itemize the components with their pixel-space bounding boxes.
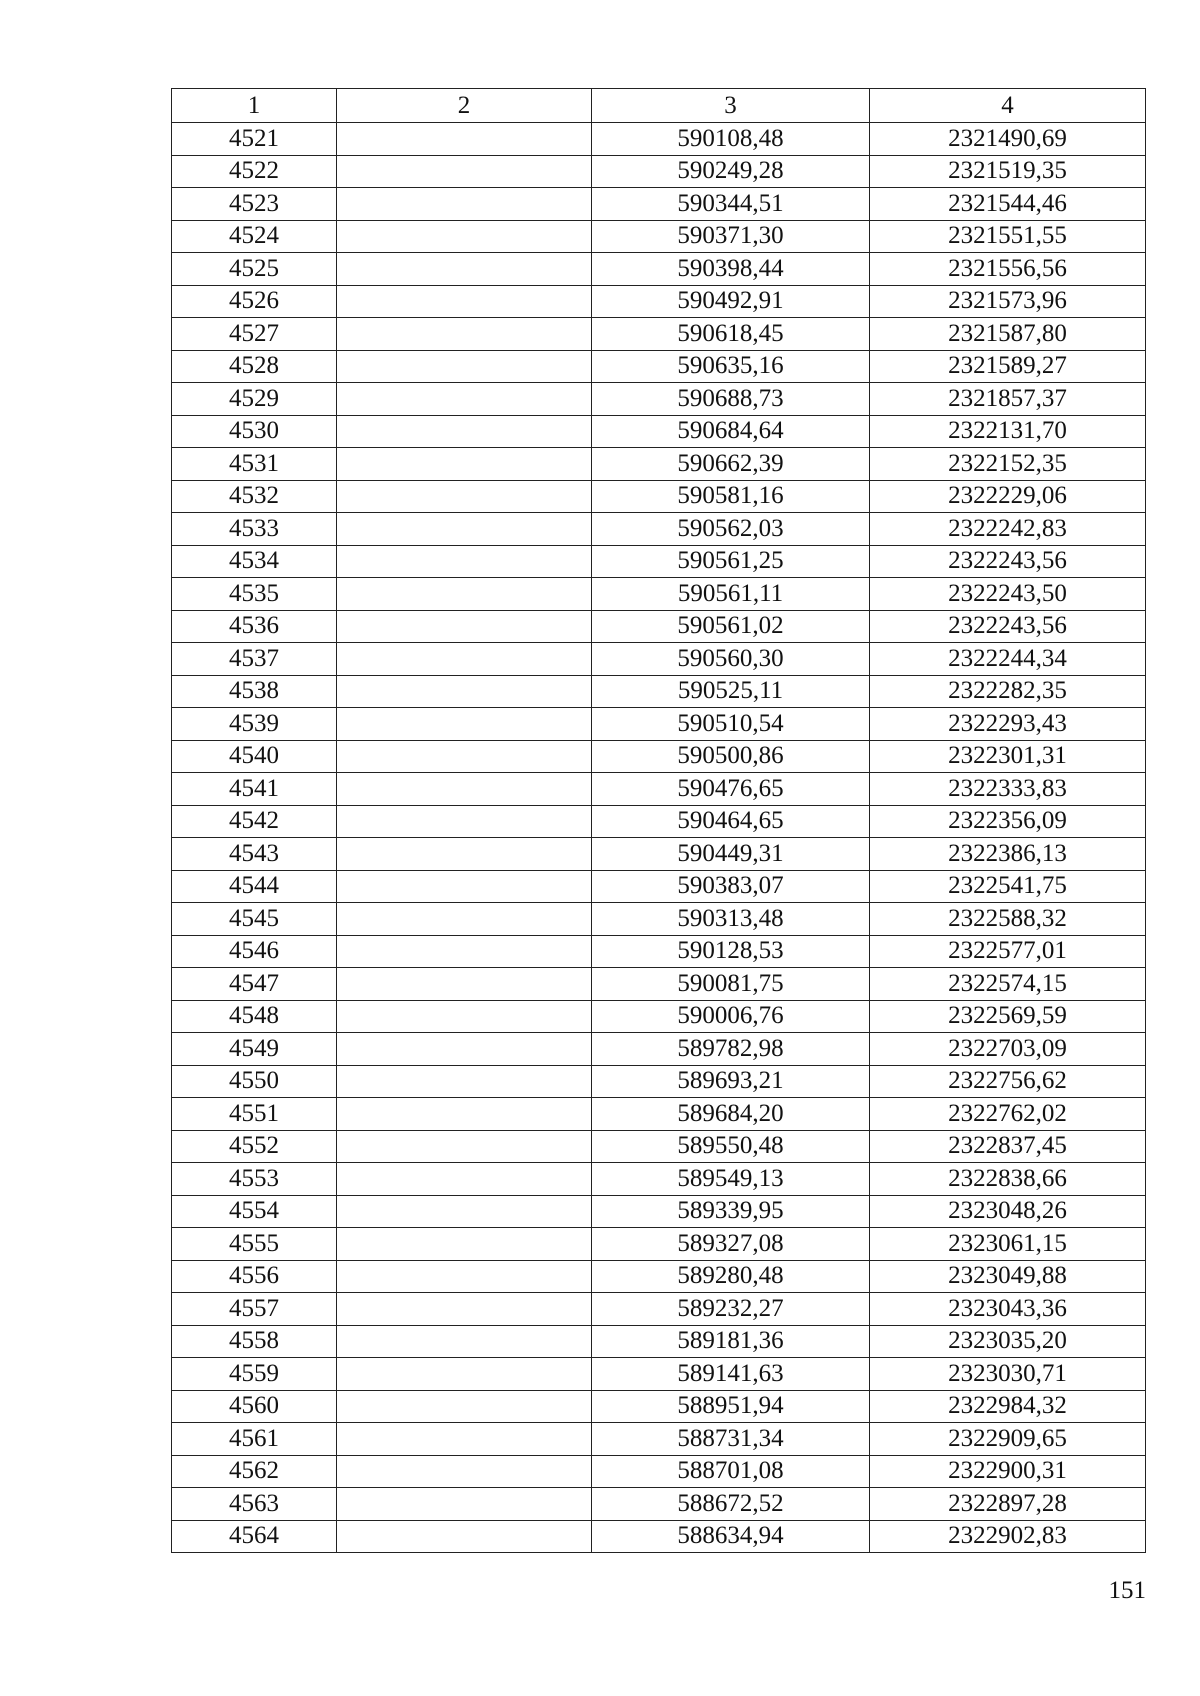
- table-cell-col-4: 2323035,20: [870, 1325, 1146, 1358]
- table-cell-col-4: 2321490,69: [870, 123, 1146, 156]
- table-cell-col-1: 4555: [172, 1228, 337, 1261]
- table-cell-col-4: 2322838,66: [870, 1163, 1146, 1196]
- table-cell-col-1: 4521: [172, 123, 337, 156]
- table-cell-col-1: 4554: [172, 1195, 337, 1228]
- table-row: [172, 578, 1146, 611]
- table-cell-col-1: 4564: [172, 1520, 337, 1553]
- table-cell-col-2: [337, 740, 592, 773]
- table-cell-col-3: 590562,03: [592, 513, 870, 546]
- table-row: [172, 545, 1146, 578]
- table-cell-col-4: 2323043,36: [870, 1293, 1146, 1326]
- table-row: [172, 1195, 1146, 1228]
- table-row: [172, 1293, 1146, 1326]
- table-cell-col-2: [337, 1228, 592, 1261]
- table-cell-col-4: 2322909,65: [870, 1423, 1146, 1456]
- table-cell-col-2: [337, 935, 592, 968]
- table-cell-col-3: 589339,95: [592, 1195, 870, 1228]
- table-cell-col-1: 4527: [172, 318, 337, 351]
- table-row: [172, 383, 1146, 416]
- table-cell-col-4: 2322282,35: [870, 675, 1146, 708]
- table-cell-col-3: 590313,48: [592, 903, 870, 936]
- table-cell-col-4: 2323061,15: [870, 1228, 1146, 1261]
- table-row: [172, 318, 1146, 351]
- table-cell-col-3: 590371,30: [592, 220, 870, 253]
- table-cell-col-4: 2321551,55: [870, 220, 1146, 253]
- table-cell-col-2: [337, 1033, 592, 1066]
- table-row: [172, 968, 1146, 1001]
- table-cell-col-1: 4537: [172, 643, 337, 676]
- table-cell-col-1: 4552: [172, 1130, 337, 1163]
- table-cell-col-2: [337, 1195, 592, 1228]
- table-row: [172, 805, 1146, 838]
- table-cell-col-2: [337, 188, 592, 221]
- table-row: [172, 480, 1146, 513]
- table-cell-col-2: [337, 870, 592, 903]
- table-cell-col-2: [337, 1065, 592, 1098]
- table-row: [172, 1065, 1146, 1098]
- table-cell-col-1: 4543: [172, 838, 337, 871]
- table-cell-col-2: [337, 1293, 592, 1326]
- table-row: [172, 740, 1146, 773]
- table-cell-col-3: 589782,98: [592, 1033, 870, 1066]
- table-row: [172, 448, 1146, 481]
- table-cell-col-1: 4563: [172, 1488, 337, 1521]
- table-cell-col-4: 2322293,43: [870, 708, 1146, 741]
- table-row: [172, 415, 1146, 448]
- table-cell-col-4: 2323030,71: [870, 1358, 1146, 1391]
- table-cell-col-1: 4549: [172, 1033, 337, 1066]
- table-cell-col-4: 2322301,31: [870, 740, 1146, 773]
- column-header-2: 2: [337, 89, 592, 123]
- table-cell-col-1: 4524: [172, 220, 337, 253]
- table-cell-col-1: 4539: [172, 708, 337, 741]
- table-cell-col-1: 4526: [172, 285, 337, 318]
- table-cell-col-1: 4542: [172, 805, 337, 838]
- table-cell-col-2: [337, 903, 592, 936]
- table-cell-col-1: 4559: [172, 1358, 337, 1391]
- table-row: [172, 675, 1146, 708]
- table-cell-col-2: [337, 1390, 592, 1423]
- table-cell-col-4: 2321544,46: [870, 188, 1146, 221]
- table-row: [172, 188, 1146, 221]
- table-cell-col-3: 590476,65: [592, 773, 870, 806]
- table-cell-col-4: 2323049,88: [870, 1260, 1146, 1293]
- table-cell-col-2: [337, 1488, 592, 1521]
- table-cell-col-2: [337, 545, 592, 578]
- table-row: [172, 1260, 1146, 1293]
- table-cell-col-1: 4545: [172, 903, 337, 936]
- table-cell-col-4: 2322243,50: [870, 578, 1146, 611]
- table-cell-col-1: 4553: [172, 1163, 337, 1196]
- table-cell-col-3: 590464,65: [592, 805, 870, 838]
- table-cell-col-4: 2321573,96: [870, 285, 1146, 318]
- table-cell-col-3: 590581,16: [592, 480, 870, 513]
- table-row: [172, 253, 1146, 286]
- table-cell-col-2: [337, 610, 592, 643]
- table-row: [172, 1520, 1146, 1553]
- table-cell-col-1: 4556: [172, 1260, 337, 1293]
- table-cell-col-4: 2322541,75: [870, 870, 1146, 903]
- table-cell-col-3: 588951,94: [592, 1390, 870, 1423]
- table-cell-col-1: 4561: [172, 1423, 337, 1456]
- table-cell-col-4: 2321857,37: [870, 383, 1146, 416]
- table-cell-col-3: 589684,20: [592, 1098, 870, 1131]
- table-cell-col-2: [337, 773, 592, 806]
- table-cell-col-2: [337, 643, 592, 676]
- table-cell-col-2: [337, 708, 592, 741]
- table-cell-col-2: [337, 1098, 592, 1131]
- table-cell-col-3: 590249,28: [592, 155, 870, 188]
- table-cell-col-2: [337, 1423, 592, 1456]
- table-cell-col-3: 590500,86: [592, 740, 870, 773]
- table-cell-col-1: 4546: [172, 935, 337, 968]
- table-cell-col-1: 4547: [172, 968, 337, 1001]
- table-cell-col-1: 4550: [172, 1065, 337, 1098]
- table-body: [172, 123, 1146, 1553]
- table-cell-col-2: [337, 1358, 592, 1391]
- table-cell-col-3: 590525,11: [592, 675, 870, 708]
- table-cell-col-3: 589181,36: [592, 1325, 870, 1358]
- table-cell-col-3: 589141,63: [592, 1358, 870, 1391]
- table-cell-col-4: 2321587,80: [870, 318, 1146, 351]
- table-cell-col-4: 2322243,56: [870, 610, 1146, 643]
- table-row: [172, 1033, 1146, 1066]
- table-row: [172, 220, 1146, 253]
- table-cell-col-1: 4530: [172, 415, 337, 448]
- table-cell-col-4: 2322902,83: [870, 1520, 1146, 1553]
- table-cell-col-3: 590684,64: [592, 415, 870, 448]
- table-cell-col-3: 590688,73: [592, 383, 870, 416]
- table-row: [172, 1130, 1146, 1163]
- table-cell-col-1: 4558: [172, 1325, 337, 1358]
- table-cell-col-3: 590128,53: [592, 935, 870, 968]
- table-cell-col-1: 4557: [172, 1293, 337, 1326]
- table-row: [172, 838, 1146, 871]
- column-header-4: 4: [870, 89, 1146, 123]
- coordinates-table: [171, 88, 1146, 1553]
- table-row: [172, 643, 1146, 676]
- table-cell-col-3: 590560,30: [592, 643, 870, 676]
- table-cell-col-2: [337, 1000, 592, 1033]
- table-cell-col-4: 2321556,56: [870, 253, 1146, 286]
- table-row: [172, 903, 1146, 936]
- table-cell-col-2: [337, 220, 592, 253]
- table-cell-col-3: 590561,02: [592, 610, 870, 643]
- table-row: [172, 1228, 1146, 1261]
- table-cell-col-4: 2322837,45: [870, 1130, 1146, 1163]
- table-cell-col-1: 4538: [172, 675, 337, 708]
- table-row: [172, 1098, 1146, 1131]
- table-cell-col-3: 590561,25: [592, 545, 870, 578]
- table-cell-col-4: 2323048,26: [870, 1195, 1146, 1228]
- table-header-row: [172, 89, 1146, 123]
- table-cell-col-1: 4551: [172, 1098, 337, 1131]
- table-cell-col-4: 2322131,70: [870, 415, 1146, 448]
- table-cell-col-4: 2322577,01: [870, 935, 1146, 968]
- table-cell-col-3: 590006,76: [592, 1000, 870, 1033]
- table-cell-col-4: 2322897,28: [870, 1488, 1146, 1521]
- table-cell-col-2: [337, 350, 592, 383]
- table-cell-col-1: 4532: [172, 480, 337, 513]
- table-row: [172, 1000, 1146, 1033]
- table-cell-col-4: 2322386,13: [870, 838, 1146, 871]
- table-cell-col-2: [337, 578, 592, 611]
- table-cell-col-2: [337, 415, 592, 448]
- table-cell-col-1: 4528: [172, 350, 337, 383]
- table-cell-col-3: 590081,75: [592, 968, 870, 1001]
- table-row: [172, 1455, 1146, 1488]
- table-cell-col-1: 4531: [172, 448, 337, 481]
- table-cell-col-4: 2322229,06: [870, 480, 1146, 513]
- table-cell-col-3: 590662,39: [592, 448, 870, 481]
- table-cell-col-1: 4522: [172, 155, 337, 188]
- table-cell-col-3: 590108,48: [592, 123, 870, 156]
- table-row: [172, 350, 1146, 383]
- table-cell-col-3: 588731,34: [592, 1423, 870, 1456]
- table-cell-col-1: 4534: [172, 545, 337, 578]
- table-cell-col-2: [337, 1130, 592, 1163]
- table-row: [172, 285, 1146, 318]
- table-cell-col-2: [337, 480, 592, 513]
- table-cell-col-4: 2322588,32: [870, 903, 1146, 936]
- page-number: 151: [1108, 1577, 1146, 1604]
- table-row: [172, 513, 1146, 546]
- table-cell-col-3: 588701,08: [592, 1455, 870, 1488]
- table-cell-col-1: 4523: [172, 188, 337, 221]
- table-cell-col-2: [337, 1163, 592, 1196]
- column-header-1: 1: [172, 89, 337, 123]
- table-row: [172, 155, 1146, 188]
- column-header-3: 3: [592, 89, 870, 123]
- table-row: [172, 1358, 1146, 1391]
- table-cell-col-2: [337, 838, 592, 871]
- table-cell-col-2: [337, 675, 592, 708]
- table-row: [172, 123, 1146, 156]
- table-cell-col-2: [337, 513, 592, 546]
- table-cell-col-1: 4540: [172, 740, 337, 773]
- table-cell-col-3: 590635,16: [592, 350, 870, 383]
- table-row: [172, 1390, 1146, 1423]
- table-cell-col-4: 2322242,83: [870, 513, 1146, 546]
- table-cell-col-3: 589232,27: [592, 1293, 870, 1326]
- table-cell-col-4: 2322756,62: [870, 1065, 1146, 1098]
- table-cell-col-3: 588672,52: [592, 1488, 870, 1521]
- table-cell-col-3: 589280,48: [592, 1260, 870, 1293]
- table-cell-col-2: [337, 1260, 592, 1293]
- table-row: [172, 773, 1146, 806]
- table-cell-col-2: [337, 285, 592, 318]
- table-cell-col-4: 2322356,09: [870, 805, 1146, 838]
- table-cell-col-2: [337, 805, 592, 838]
- table-cell-col-2: [337, 123, 592, 156]
- table-cell-col-4: 2322243,56: [870, 545, 1146, 578]
- table-cell-col-3: 590618,45: [592, 318, 870, 351]
- table-cell-col-3: 590561,11: [592, 578, 870, 611]
- table-cell-col-3: 589549,13: [592, 1163, 870, 1196]
- table-cell-col-4: 2322574,15: [870, 968, 1146, 1001]
- table-cell-col-4: 2322900,31: [870, 1455, 1146, 1488]
- table-cell-col-2: [337, 1520, 592, 1553]
- table-row: [172, 1325, 1146, 1358]
- table-cell-col-1: 4525: [172, 253, 337, 286]
- table-cell-col-4: 2322152,35: [870, 448, 1146, 481]
- table-cell-col-3: 590510,54: [592, 708, 870, 741]
- table-cell-col-3: 590398,44: [592, 253, 870, 286]
- table-cell-col-1: 4562: [172, 1455, 337, 1488]
- table-cell-col-2: [337, 1325, 592, 1358]
- table-cell-col-2: [337, 155, 592, 188]
- table-cell-col-2: [337, 448, 592, 481]
- table-cell-col-1: 4533: [172, 513, 337, 546]
- table-cell-col-4: 2322244,34: [870, 643, 1146, 676]
- table-row: [172, 935, 1146, 968]
- table-row: [172, 1163, 1146, 1196]
- table-cell-col-1: 4536: [172, 610, 337, 643]
- table-cell-col-2: [337, 253, 592, 286]
- table-row: [172, 870, 1146, 903]
- table-row: [172, 1423, 1146, 1456]
- table-cell-col-3: 590492,91: [592, 285, 870, 318]
- table-cell-col-3: 590449,31: [592, 838, 870, 871]
- table-cell-col-4: 2321589,27: [870, 350, 1146, 383]
- table-cell-col-1: 4529: [172, 383, 337, 416]
- table-cell-col-3: 589327,08: [592, 1228, 870, 1261]
- table-cell-col-1: 4560: [172, 1390, 337, 1423]
- table-cell-col-2: [337, 383, 592, 416]
- table-row: [172, 610, 1146, 643]
- table-cell-col-2: [337, 968, 592, 1001]
- table-row: [172, 708, 1146, 741]
- table-cell-col-3: 589550,48: [592, 1130, 870, 1163]
- table-cell-col-1: 4535: [172, 578, 337, 611]
- table-cell-col-4: 2322703,09: [870, 1033, 1146, 1066]
- table-cell-col-4: 2322333,83: [870, 773, 1146, 806]
- table-cell-col-4: 2322984,32: [870, 1390, 1146, 1423]
- table-cell-col-1: 4548: [172, 1000, 337, 1033]
- table-cell-col-1: 4544: [172, 870, 337, 903]
- table-cell-col-4: 2322569,59: [870, 1000, 1146, 1033]
- table-cell-col-4: 2322762,02: [870, 1098, 1146, 1131]
- table-cell-col-2: [337, 1455, 592, 1488]
- table-cell-col-4: 2321519,35: [870, 155, 1146, 188]
- table-cell-col-3: 588634,94: [592, 1520, 870, 1553]
- table-cell-col-2: [337, 318, 592, 351]
- table-cell-col-3: 590383,07: [592, 870, 870, 903]
- table-cell-col-1: 4541: [172, 773, 337, 806]
- table-row: [172, 1488, 1146, 1521]
- table-cell-col-3: 589693,21: [592, 1065, 870, 1098]
- table-cell-col-3: 590344,51: [592, 188, 870, 221]
